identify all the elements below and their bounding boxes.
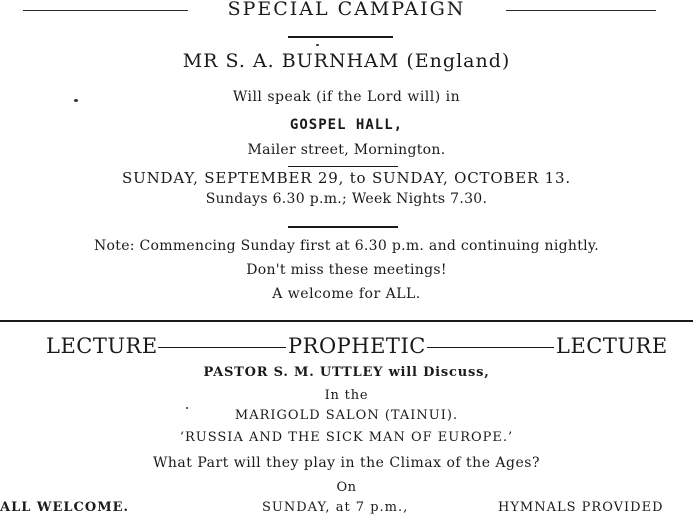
title-rule-right xyxy=(506,10,656,11)
lecture-question: What Part will they play in the Climax of the Ages? xyxy=(153,455,540,471)
venue-address: Mailer street, Mornington. xyxy=(247,142,446,158)
lecture-time: SUNDAY, at 7 p.m., xyxy=(262,500,409,515)
campaign-title: SPECIAL CAMPAIGN xyxy=(227,0,466,20)
title-underline xyxy=(288,36,393,38)
prophetic-heading: PROPHETIC xyxy=(288,334,426,358)
commencing-note: Note: Commencing Sunday first at 6.30 p.m. and continuing nightly. xyxy=(93,238,599,254)
times-rule xyxy=(288,226,398,228)
print-speck xyxy=(316,44,319,46)
address-rule xyxy=(288,166,398,167)
dont-miss-text: Don't miss these meetings! xyxy=(246,262,447,278)
hymnals-text: HYMNALS PROVIDED xyxy=(498,500,664,515)
venue-name: GOSPEL HALL, xyxy=(289,117,404,133)
lecture-heading-right: LECTURE xyxy=(556,334,668,358)
welcome-text: A welcome for ALL. xyxy=(272,286,421,302)
in-the-text: In the xyxy=(324,388,369,403)
lecture-dash-right xyxy=(427,347,554,348)
meeting-times: Sundays 6.30 p.m.; Week Nights 7.30. xyxy=(205,191,488,207)
lecture-topic: ‘RUSSIA AND THE SICK MAN OF EUROPE.’ xyxy=(179,430,514,445)
all-welcome-text: ALL WELCOME. xyxy=(0,500,130,515)
lecture-venue: MARIGOLD SALON (TAINUI). xyxy=(234,408,459,423)
campaign-dates: SUNDAY, SEPTEMBER 29, to SUNDAY, OCTOBER 13. xyxy=(122,169,571,187)
speaker-name: MR S. A. BURNHAM (England) xyxy=(182,50,511,72)
will-speak-text: Will speak (if the Lord will) in xyxy=(232,89,461,105)
lecture-dash-left xyxy=(158,347,286,348)
lecture-heading-left: LECTURE xyxy=(46,334,158,358)
pastor-line: PASTOR S. M. UTTLEY will Discuss, xyxy=(203,365,490,380)
on-text: On xyxy=(336,480,357,495)
notice-separator xyxy=(0,320,693,322)
